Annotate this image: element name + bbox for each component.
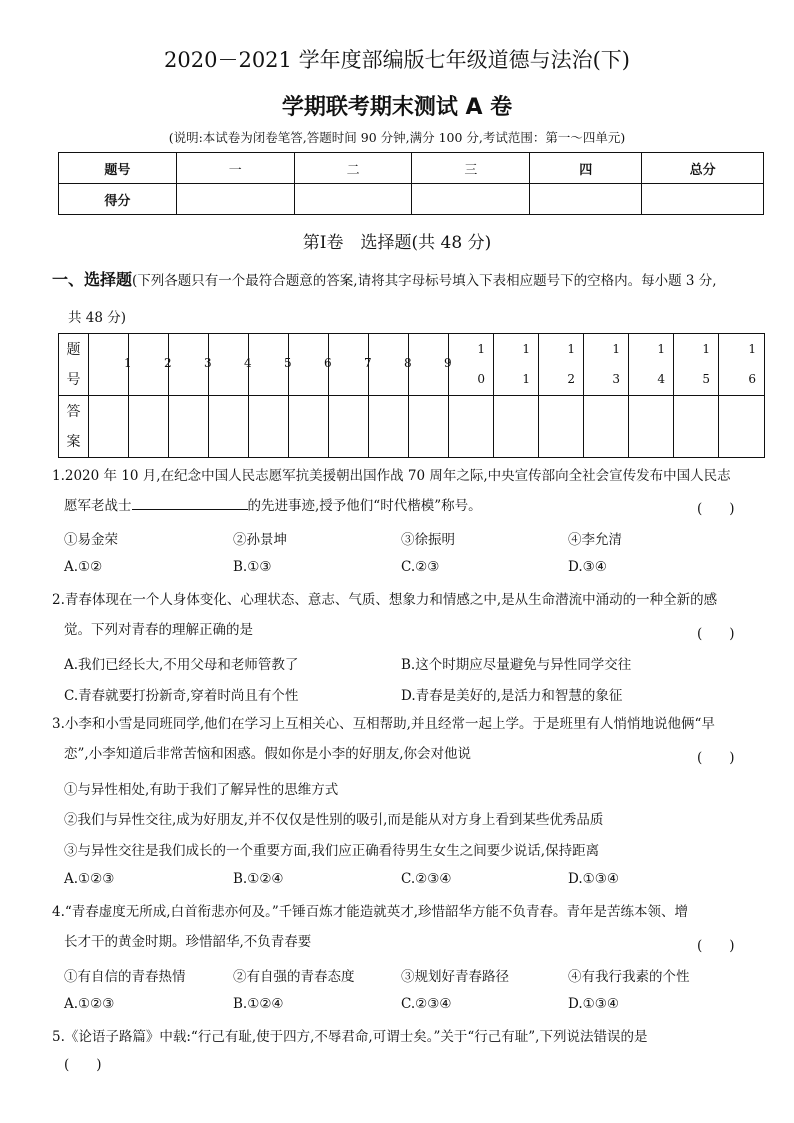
q2-option-a[interactable]: A.我们已经长大,不用父母和老师管教了	[64, 657, 299, 673]
q3-option-b[interactable]: B.①②④	[233, 871, 284, 887]
q5-answer-paren[interactable]: ( )	[64, 1057, 102, 1073]
q4-stem-line1: 4.“青春虚度无所成,白首衔悲亦何及。”千锤百炼才能造就英才,珍惜韶华方能不负青春。青年是苦练本领、增	[52, 904, 689, 920]
question-number-cell: 1 0	[449, 334, 494, 396]
answer-row-label: 答 案	[59, 396, 89, 458]
question-number-cell: 1 4	[629, 334, 674, 396]
answer-number-row	[59, 334, 765, 396]
question-number-cell: 8	[369, 334, 409, 396]
q1-option-d[interactable]: D.③④	[568, 559, 607, 575]
score-header-cell: 二	[294, 153, 412, 184]
score-header-row	[59, 153, 764, 184]
score-header-cell: 三	[412, 153, 530, 184]
q1-stem-line2: 愿军老战士 的先进事迹,授予他们“时代楷模”称号。	[64, 491, 482, 521]
q1-answer-paren[interactable]: ( )	[697, 501, 735, 517]
q1-option-a[interactable]: A.①②	[64, 559, 103, 575]
q2-answer-paren[interactable]: ( )	[697, 626, 735, 642]
q4-answer-paren[interactable]: ( )	[697, 938, 735, 954]
section-instruction-text: (下列各题只有一个最符合题意的答案,请将其字母标号填入下表相应题号下的空格内。每小题 3 分,	[132, 273, 717, 289]
q1-item: ①易金荣	[64, 532, 118, 548]
q2-stem-line2: 觉。下列对青春的理解正确的是	[64, 622, 253, 638]
q5-stem-line1: 5.《论语子路篇》中载:“行己有耻,使于四方,不辱君命,可谓士矣。”关于“行己有耻”,下列说法错误的是	[52, 1029, 648, 1045]
score-input-cell[interactable]	[642, 184, 764, 215]
answer-input-cell[interactable]	[719, 396, 765, 458]
exam-title: 2020－2021 学年度部编版七年级道德与法治(下)	[164, 48, 630, 72]
q3-option-d[interactable]: D.①③④	[568, 871, 619, 887]
score-input-cell[interactable]	[530, 184, 642, 215]
q3-item: ②我们与异性交往,成为好朋友,并不仅仅是性别的吸引,而是能从对方身上看到某些优秀品质	[64, 812, 604, 828]
q4-stem-line2: 长才干的黄金时期。珍惜韶华,不负青春要	[64, 934, 312, 950]
q4-option-c[interactable]: C.②③④	[401, 996, 452, 1012]
question-number-cell: 1 2	[539, 334, 584, 396]
answer-input-cell[interactable]	[209, 396, 249, 458]
q1-stem-line1: 1.2020 年 10 月,在纪念中国人民志愿军抗美援朝出国作战 70 周年之际,中央宣传部向全社会宣传发布中国人民志	[52, 468, 731, 484]
score-input-cell[interactable]	[294, 184, 412, 215]
q2-option-b[interactable]: B.这个时期应尽量避免与异性同学交往	[401, 657, 632, 673]
score-input-cell[interactable]	[412, 184, 530, 215]
question-number-cell: 1 3	[584, 334, 629, 396]
score-row-label: 得分	[59, 184, 177, 215]
answer-input-cell[interactable]	[449, 396, 494, 458]
q4-option-d[interactable]: D.①③④	[568, 996, 619, 1012]
q1-option-b[interactable]: B.①③	[233, 559, 272, 575]
question-number-cell: 3	[169, 334, 209, 396]
answer-input-cell[interactable]	[329, 396, 369, 458]
answer-input-cell[interactable]	[369, 396, 409, 458]
q2-option-d[interactable]: D.青春是美好的,是活力和智慧的象征	[401, 688, 623, 704]
q1-item: ③徐振明	[401, 532, 455, 548]
answer-input-cell[interactable]	[539, 396, 584, 458]
q4-item: ②有自强的青春态度	[233, 969, 355, 985]
score-input-cell[interactable]	[176, 184, 294, 215]
answer-input-cell[interactable]	[584, 396, 629, 458]
question-number-cell: 1 1	[494, 334, 539, 396]
answer-input-row	[59, 396, 765, 458]
answer-table	[58, 333, 765, 458]
question-number-cell: 5	[249, 334, 289, 396]
score-header-cell: 题号	[59, 153, 177, 184]
q3-item: ①与异性相处,有助于我们了解异性的思维方式	[64, 782, 339, 798]
q2-stem-line1: 2.青春体现在一个人身体变化、心理状态、意志、气质、想象力和情感之中,是从生命潜流中涌动的一种全新的感	[52, 592, 718, 608]
q1-option-c[interactable]: C.②③	[401, 559, 440, 575]
q3-option-a[interactable]: A.①②③	[64, 871, 115, 887]
q3-answer-paren[interactable]: ( )	[697, 750, 735, 766]
question-number-cell: 1	[89, 334, 129, 396]
exam-subtitle: 学期联考期末测试 A 卷	[281, 95, 513, 120]
question-number-cell: 6	[289, 334, 329, 396]
answer-input-cell[interactable]	[629, 396, 674, 458]
q4-option-a[interactable]: A.①②③	[64, 996, 115, 1012]
score-header-cell: 总分	[642, 153, 764, 184]
answer-input-cell[interactable]	[494, 396, 539, 458]
question-number-cell: 1 5	[674, 334, 719, 396]
answer-input-cell[interactable]	[674, 396, 719, 458]
answer-input-cell[interactable]	[289, 396, 329, 458]
q3-stem-line1: 3.小李和小雪是同班同学,他们在学习上互相关心、互相帮助,并且经常一起上学。于是班里有人悄悄地说他俩“早	[52, 716, 715, 732]
answer-input-cell[interactable]	[89, 396, 129, 458]
question-number-cell: 1 6	[719, 334, 765, 396]
section-label: 一、选择题	[52, 270, 133, 289]
q4-item: ①有自信的青春热情	[64, 969, 186, 985]
q2-option-c[interactable]: C.青春就要打扮新奇,穿着时尚且有个性	[64, 688, 299, 704]
exam-note: (说明:本试卷为闭卷笔答,答题时间 90 分钟,满分 100 分,考试范围：第一～四单元)	[168, 130, 626, 145]
section-instruction-cont: 共 48 分)	[68, 310, 127, 326]
question-number-cell: 4	[209, 334, 249, 396]
question-number-cell: 2	[129, 334, 169, 396]
question-number-cell: 9	[409, 334, 449, 396]
q3-item: ③与异性交往是我们成长的一个重要方面,我们应正确看待男生女生之间要少说话,保持距离	[64, 843, 600, 859]
score-header-cell: 一	[176, 153, 294, 184]
q1-item: ②孙景坤	[233, 532, 287, 548]
q1-fill-blank[interactable]	[132, 495, 248, 510]
answer-row-label: 题 号	[59, 334, 89, 396]
answer-input-cell[interactable]	[169, 396, 209, 458]
score-header-cell: 四	[530, 153, 642, 184]
q4-item: ④有我行我素的个性	[568, 969, 690, 985]
q1-item: ④李允清	[568, 532, 622, 548]
q4-item: ③规划好青春路径	[401, 969, 509, 985]
answer-input-cell[interactable]	[129, 396, 169, 458]
part-title: 第Ⅰ卷 选择题(共 48 分)	[302, 233, 492, 253]
question-number-cell: 7	[329, 334, 369, 396]
score-value-row	[59, 184, 764, 215]
q3-stem-line2: 恋”,小李知道后非常苦恼和困惑。假如你是小李的好朋友,你会对他说	[64, 746, 471, 762]
score-table	[58, 152, 764, 215]
answer-input-cell[interactable]	[249, 396, 289, 458]
answer-input-cell[interactable]	[409, 396, 449, 458]
q4-option-b[interactable]: B.①②④	[233, 996, 284, 1012]
q3-option-c[interactable]: C.②③④	[401, 871, 452, 887]
section-instruction	[52, 270, 752, 291]
